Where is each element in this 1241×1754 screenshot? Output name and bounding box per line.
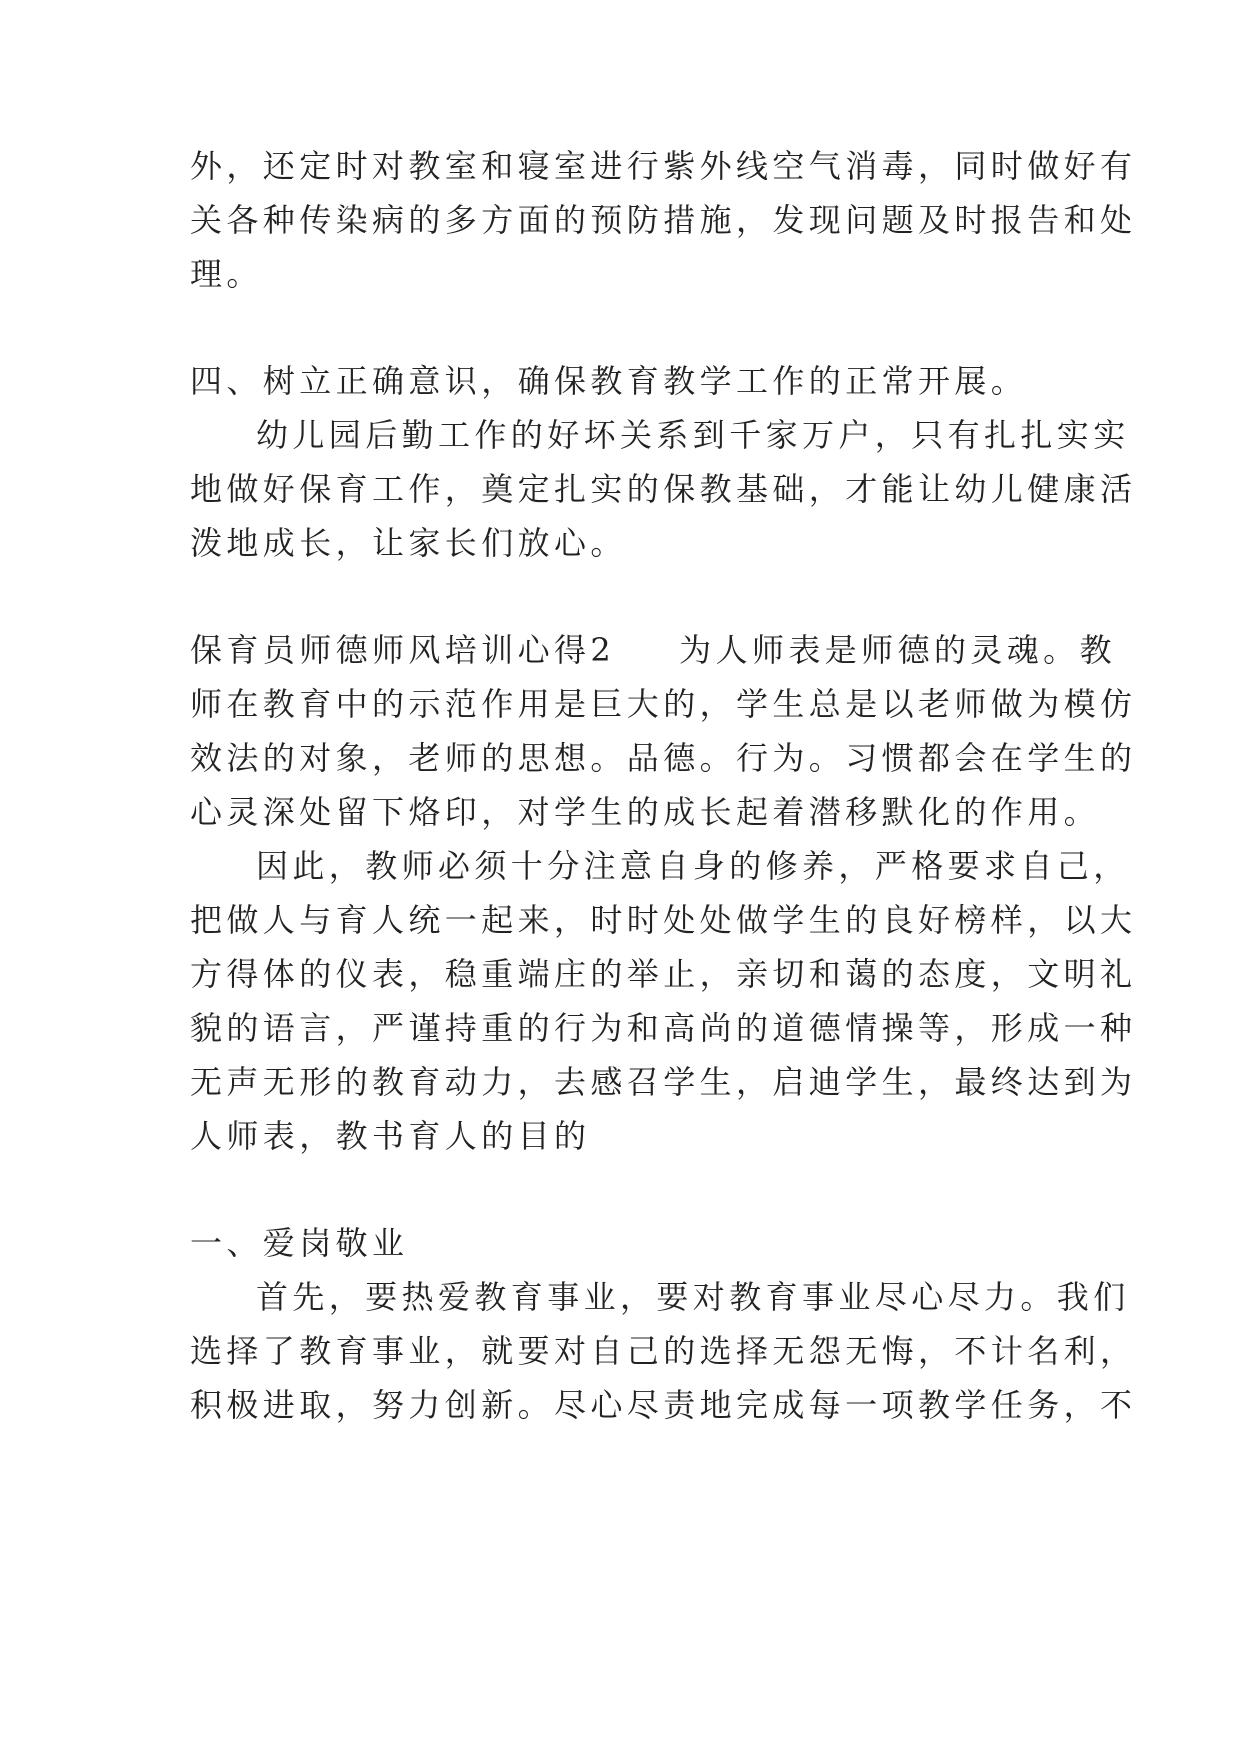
text-line: 泼地成长，让家长们放心。 <box>190 524 627 562</box>
text-line: 关各种传染病的多方面的预防措施，发现问题及时报告和处 <box>190 201 1137 239</box>
text-line: 无声无形的教育动力，去感召学生，启迪学生，最终达到为 <box>190 1063 1137 1101</box>
text-line: 貌的语言，严谨持重的行为和高尚的道德情操等，形成一种 <box>190 1009 1137 1047</box>
section-heading: 一、爱岗敬业 <box>190 1224 409 1262</box>
text-line: 理。 <box>190 255 263 293</box>
essay-title: 保育员师德师风培训心得2 <box>190 631 616 669</box>
text-line: 选择了教育事业，就要对自己的选择无怨无悔，不计名利， <box>190 1332 1137 1370</box>
paragraph-first-line: 幼儿园后勤工作的好坏关系到千家万户，只有扎扎实实 <box>256 416 1130 454</box>
text-line: 人师表，教书育人的目的 <box>190 1117 591 1155</box>
text-line: 积极进取，努力创新。尽心尽责地完成每一项教学任务，不 <box>190 1386 1137 1424</box>
paragraph-first-line: 因此，教师必须十分注意自身的修养，严格要求自己， <box>256 847 1130 885</box>
essay-opening-text: 为人师表是师德的灵魂。教 <box>679 631 1116 669</box>
text-line: 效法的对象，老师的思想。品德。行为。习惯都会在学生的 <box>190 739 1137 777</box>
text-line: 心灵深处留下烙印，对学生的成长起着潜移默化的作用。 <box>190 793 1101 831</box>
text-line: 师在教育中的示范作用是巨大的，学生总是以老师做为模仿 <box>190 685 1137 723</box>
section-heading: 四、树立正确意识，确保教育教学工作的正常开展。 <box>190 362 1028 400</box>
text-line: 外，还定时对教室和寝室进行紫外线空气消毒，同时做好有 <box>190 147 1137 185</box>
text-line: 把做人与育人统一起来，时时处处做学生的良好榜样，以大 <box>190 901 1137 939</box>
essay-title-line <box>190 625 1116 675</box>
text-line: 地做好保育工作，奠定扎实的保教基础，才能让幼儿健康活 <box>190 470 1137 508</box>
text-line: 方得体的仪表，稳重端庄的举止，亲切和蔼的态度，文明礼 <box>190 955 1137 993</box>
paragraph-first-line: 首先，要热爱教育事业，要对教育事业尽心尽力。我们 <box>256 1278 1130 1316</box>
